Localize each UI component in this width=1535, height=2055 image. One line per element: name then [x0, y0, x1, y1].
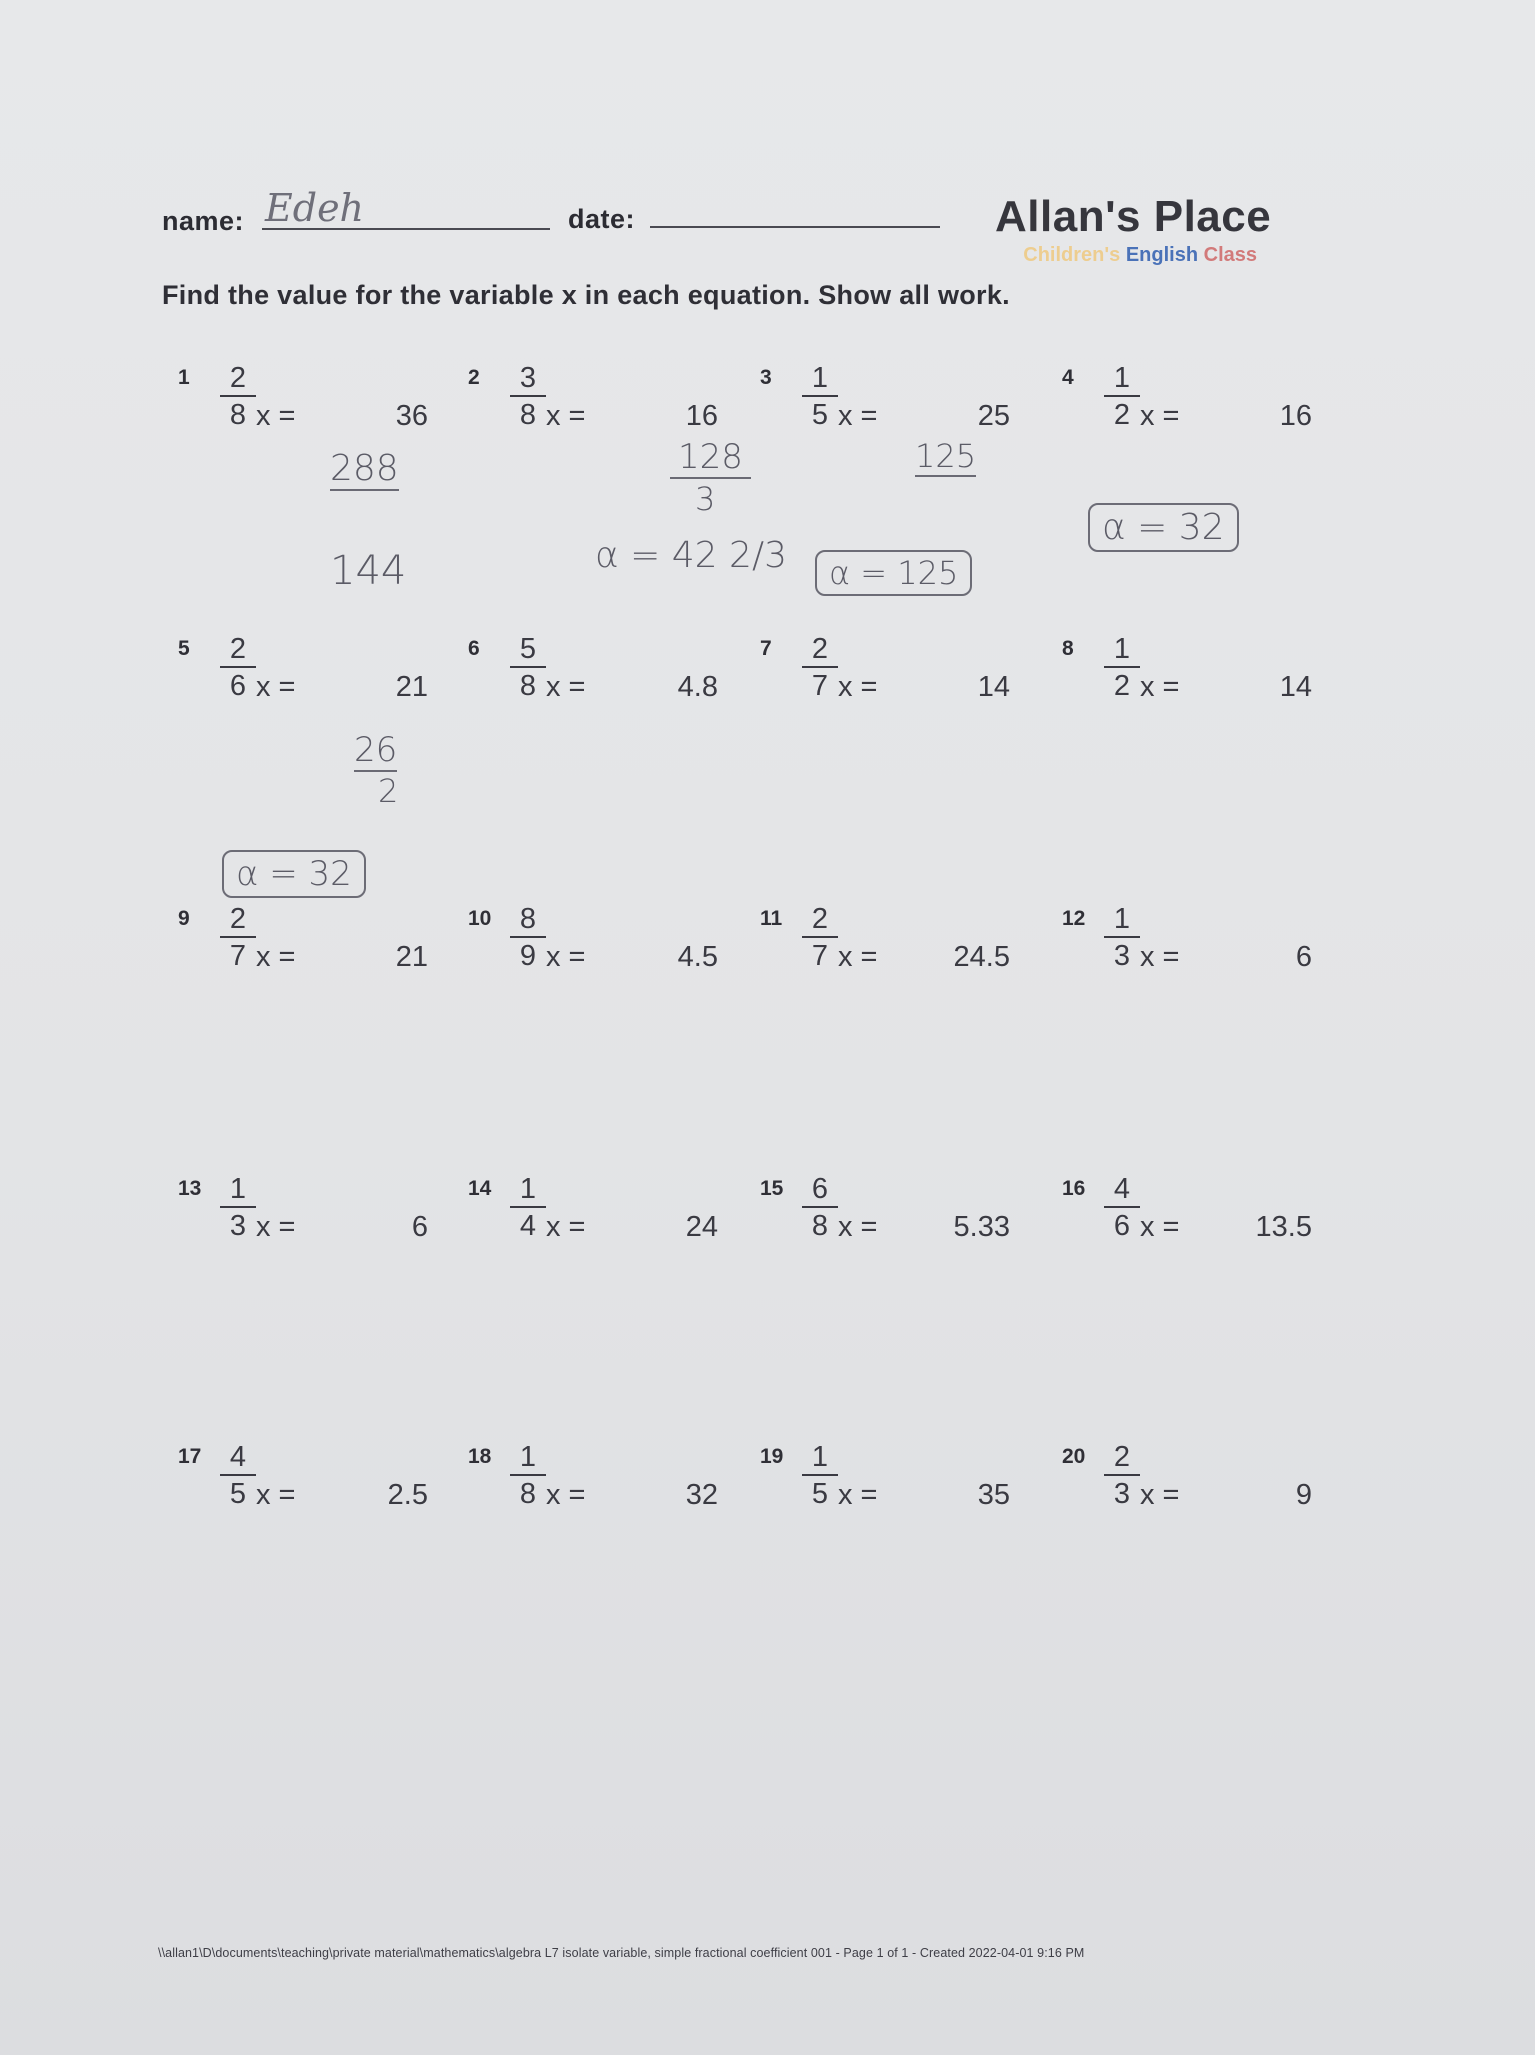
problem-number: 15: [760, 1177, 784, 1200]
problem-15: [760, 1173, 1040, 1263]
problem-number: 16: [1062, 1177, 1086, 1200]
fraction-coefficient: [1104, 633, 1140, 702]
instructions: Find the value for the variable x in each equation. Show all work.: [162, 280, 1010, 310]
problem-number: 3: [760, 366, 772, 389]
work-p2-denominator: 3: [695, 480, 716, 518]
fraction-coefficient: [1104, 1441, 1140, 1510]
fraction-denominator: 3: [229, 1210, 247, 1242]
x-equals: x =: [546, 1211, 586, 1243]
equation-rhs: 36: [395, 400, 428, 432]
fraction-denominator: 8: [519, 670, 537, 702]
equation-rhs: 24.5: [953, 941, 1010, 973]
equation-rhs: 4.8: [677, 671, 718, 703]
fraction-denominator: 7: [229, 940, 247, 972]
problem-number: 19: [760, 1445, 784, 1468]
fraction-numerator: 8: [519, 903, 537, 935]
fraction-denominator: 3: [1113, 1478, 1131, 1510]
x-equals: x =: [256, 400, 296, 432]
problem-9: [178, 903, 458, 993]
problem-19: [760, 1441, 1040, 1531]
file-path-footer: \\allan1\D\documents\teaching\private material\mathematics\algebra L7 isolate variable, simple fractional coefficient 001 - Page 1 of 1 - Created 2022-04-01 9:16 PM: [158, 1946, 1085, 1960]
problem-number: 12: [1062, 907, 1086, 930]
work-p2-numerator: 128: [670, 437, 751, 479]
fraction-coefficient: [220, 362, 256, 431]
fraction-numerator: 2: [1113, 1441, 1131, 1473]
fraction-denominator: 5: [229, 1478, 247, 1510]
equation-rhs: 5.33: [953, 1211, 1010, 1243]
problem-20: [1062, 1441, 1342, 1531]
problem-17: [178, 1441, 458, 1531]
work-p2-answer: α = 42 2/3: [595, 535, 787, 576]
equation-rhs: 14: [1279, 671, 1312, 703]
fraction-numerator: 1: [229, 1173, 247, 1205]
brand-subtitle-part3: Class: [1203, 244, 1257, 266]
equation-rhs: 16: [685, 400, 718, 432]
work-p5-answer: α = 32: [222, 850, 366, 898]
problem-number: 10: [468, 907, 492, 930]
fraction-bar: [510, 395, 546, 397]
fraction-coefficient: [510, 633, 546, 702]
problem-number: 6: [468, 637, 480, 660]
equation-rhs: 25: [977, 400, 1010, 432]
fraction-coefficient: [1104, 362, 1140, 431]
problem-number: 1: [178, 366, 190, 389]
problem-8: [1062, 633, 1342, 723]
fraction-bar: [802, 666, 838, 668]
work-p3-numerator: 125: [915, 437, 977, 475]
fraction-denominator: 4: [519, 1210, 537, 1242]
equation-rhs: 13.5: [1255, 1211, 1312, 1243]
equation-rhs: 21: [395, 941, 428, 973]
problem-3: [760, 362, 1040, 452]
equation-rhs: 35: [977, 1479, 1010, 1511]
fraction-coefficient: [1104, 1173, 1140, 1242]
work-p1-numerator: 288: [330, 448, 399, 489]
x-equals: x =: [838, 1211, 878, 1243]
fraction-numerator: 6: [811, 1173, 829, 1205]
fraction-numerator: 2: [229, 362, 247, 394]
fraction-coefficient: [1104, 903, 1140, 972]
x-equals: x =: [1140, 941, 1180, 973]
problem-4: [1062, 362, 1342, 452]
fraction-coefficient: [220, 903, 256, 972]
fraction-coefficient: [802, 1441, 838, 1510]
fraction-numerator: 5: [519, 633, 537, 665]
problem-number: 13: [178, 1177, 202, 1200]
fraction-bar: [510, 1206, 546, 1208]
problem-14: [468, 1173, 748, 1263]
equation-rhs: 16: [1279, 400, 1312, 432]
fraction-numerator: 2: [229, 633, 247, 665]
work-p3-answer: α = 125: [815, 550, 972, 596]
fraction-bar: [220, 666, 256, 668]
date-line: [650, 226, 940, 228]
fraction-coefficient: [802, 633, 838, 702]
fraction-denominator: 7: [811, 670, 829, 702]
x-equals: x =: [256, 671, 296, 703]
name-label: name:: [162, 206, 245, 236]
fraction-coefficient: [510, 362, 546, 431]
brand-title: Allan's Place: [995, 192, 1272, 241]
brand-subtitle-part1: Children's: [1023, 244, 1121, 266]
fraction-bar: [220, 936, 256, 938]
x-equals: x =: [1140, 1479, 1180, 1511]
fraction-bar: [1104, 666, 1140, 668]
fraction-denominator: 8: [519, 399, 537, 431]
fraction-numerator: 1: [1113, 903, 1131, 935]
problem-number: 5: [178, 637, 190, 660]
equation-rhs: 2.5: [387, 1479, 428, 1511]
fraction-bar: [802, 1206, 838, 1208]
problem-number: 18: [468, 1445, 492, 1468]
fraction-denominator: 5: [811, 1478, 829, 1510]
x-equals: x =: [838, 400, 878, 432]
x-equals: x =: [546, 400, 586, 432]
fraction-numerator: 3: [519, 362, 537, 394]
problem-number: 8: [1062, 637, 1074, 660]
fraction-denominator: 5: [811, 399, 829, 431]
x-equals: x =: [546, 671, 586, 703]
fraction-numerator: 4: [229, 1441, 247, 1473]
equation-rhs: 6: [1295, 941, 1312, 973]
problem-7: [760, 633, 1040, 723]
problem-11: [760, 903, 1040, 993]
equation-rhs: 6: [411, 1211, 428, 1243]
fraction-denominator: 8: [519, 1478, 537, 1510]
fraction-numerator: 1: [519, 1441, 537, 1473]
fraction-bar: [1104, 395, 1140, 397]
brand-subtitle: [995, 244, 1275, 267]
fraction-coefficient: [802, 903, 838, 972]
fraction-denominator: 3: [1113, 940, 1131, 972]
problem-5: [178, 633, 458, 723]
fraction-denominator: 6: [1113, 1210, 1131, 1242]
work-p5-denominator: 2: [378, 772, 399, 810]
problem-number: 2: [468, 366, 480, 389]
problem-number: 7: [760, 637, 772, 660]
fraction-bar: [510, 1474, 546, 1476]
fraction-coefficient: [510, 1173, 546, 1242]
fraction-numerator: 1: [519, 1173, 537, 1205]
equation-rhs: 9: [1295, 1479, 1312, 1511]
x-equals: x =: [546, 941, 586, 973]
x-equals: x =: [838, 671, 878, 703]
brand-subtitle-part2: English: [1125, 244, 1199, 266]
fraction-numerator: 4: [1113, 1173, 1131, 1205]
equation-rhs: 24: [685, 1211, 718, 1243]
work-p5-numerator: 26: [354, 730, 398, 770]
problem-6: [468, 633, 748, 723]
problem-1: [178, 362, 458, 452]
problem-12: [1062, 903, 1342, 993]
fraction-denominator: 6: [229, 670, 247, 702]
fraction-coefficient: [510, 1441, 546, 1510]
fraction-numerator: 1: [811, 1441, 829, 1473]
fraction-denominator: 8: [229, 399, 247, 431]
x-equals: x =: [546, 1479, 586, 1511]
equation-rhs: 14: [977, 671, 1010, 703]
fraction-denominator: 7: [811, 940, 829, 972]
fraction-bar: [1104, 936, 1140, 938]
fraction-bar: [220, 1474, 256, 1476]
x-equals: x =: [1140, 671, 1180, 703]
x-equals: x =: [256, 941, 296, 973]
fraction-bar: [802, 395, 838, 397]
fraction-denominator: 2: [1113, 399, 1131, 431]
equation-rhs: 4.5: [677, 941, 718, 973]
fraction-coefficient: [220, 1441, 256, 1510]
problem-13: [178, 1173, 458, 1263]
work-p1-result: 144: [330, 548, 407, 594]
x-equals: x =: [838, 941, 878, 973]
fraction-coefficient: [802, 362, 838, 431]
fraction-bar: [510, 666, 546, 668]
name-handwriting: Edeh: [265, 186, 365, 230]
equation-rhs: 21: [395, 671, 428, 703]
problem-16: [1062, 1173, 1342, 1263]
equation-rhs: 32: [685, 1479, 718, 1511]
fraction-bar: [802, 936, 838, 938]
problem-number: 17: [178, 1445, 202, 1468]
problem-number: 9: [178, 907, 190, 930]
fraction-coefficient: [802, 1173, 838, 1242]
problem-number: 14: [468, 1177, 492, 1200]
problem-number: 4: [1062, 366, 1074, 389]
fraction-denominator: 9: [519, 940, 537, 972]
work-p4-answer: α = 32: [1088, 503, 1239, 552]
x-equals: x =: [1140, 1211, 1180, 1243]
fraction-numerator: 1: [811, 362, 829, 394]
problem-18: [468, 1441, 748, 1531]
fraction-numerator: 1: [1113, 633, 1131, 665]
problem-number: 11: [760, 907, 783, 930]
fraction-bar: [1104, 1206, 1140, 1208]
x-equals: x =: [256, 1479, 296, 1511]
fraction-bar: [802, 1474, 838, 1476]
fraction-bar: [220, 1206, 256, 1208]
x-equals: x =: [256, 1211, 296, 1243]
problem-number: 20: [1062, 1445, 1086, 1468]
fraction-coefficient: [510, 903, 546, 972]
x-equals: x =: [838, 1479, 878, 1511]
fraction-coefficient: [220, 633, 256, 702]
fraction-numerator: 2: [229, 903, 247, 935]
fraction-numerator: 2: [811, 903, 829, 935]
x-equals: x =: [1140, 400, 1180, 432]
date-label: date:: [568, 204, 636, 234]
fraction-coefficient: [220, 1173, 256, 1242]
fraction-numerator: 2: [811, 633, 829, 665]
fraction-bar: [220, 395, 256, 397]
fraction-denominator: 8: [811, 1210, 829, 1242]
fraction-bar: [510, 936, 546, 938]
brand-logo: [995, 192, 1275, 267]
fraction-bar: [1104, 1474, 1140, 1476]
fraction-denominator: 2: [1113, 670, 1131, 702]
problem-10: [468, 903, 748, 993]
fraction-numerator: 1: [1113, 362, 1131, 394]
